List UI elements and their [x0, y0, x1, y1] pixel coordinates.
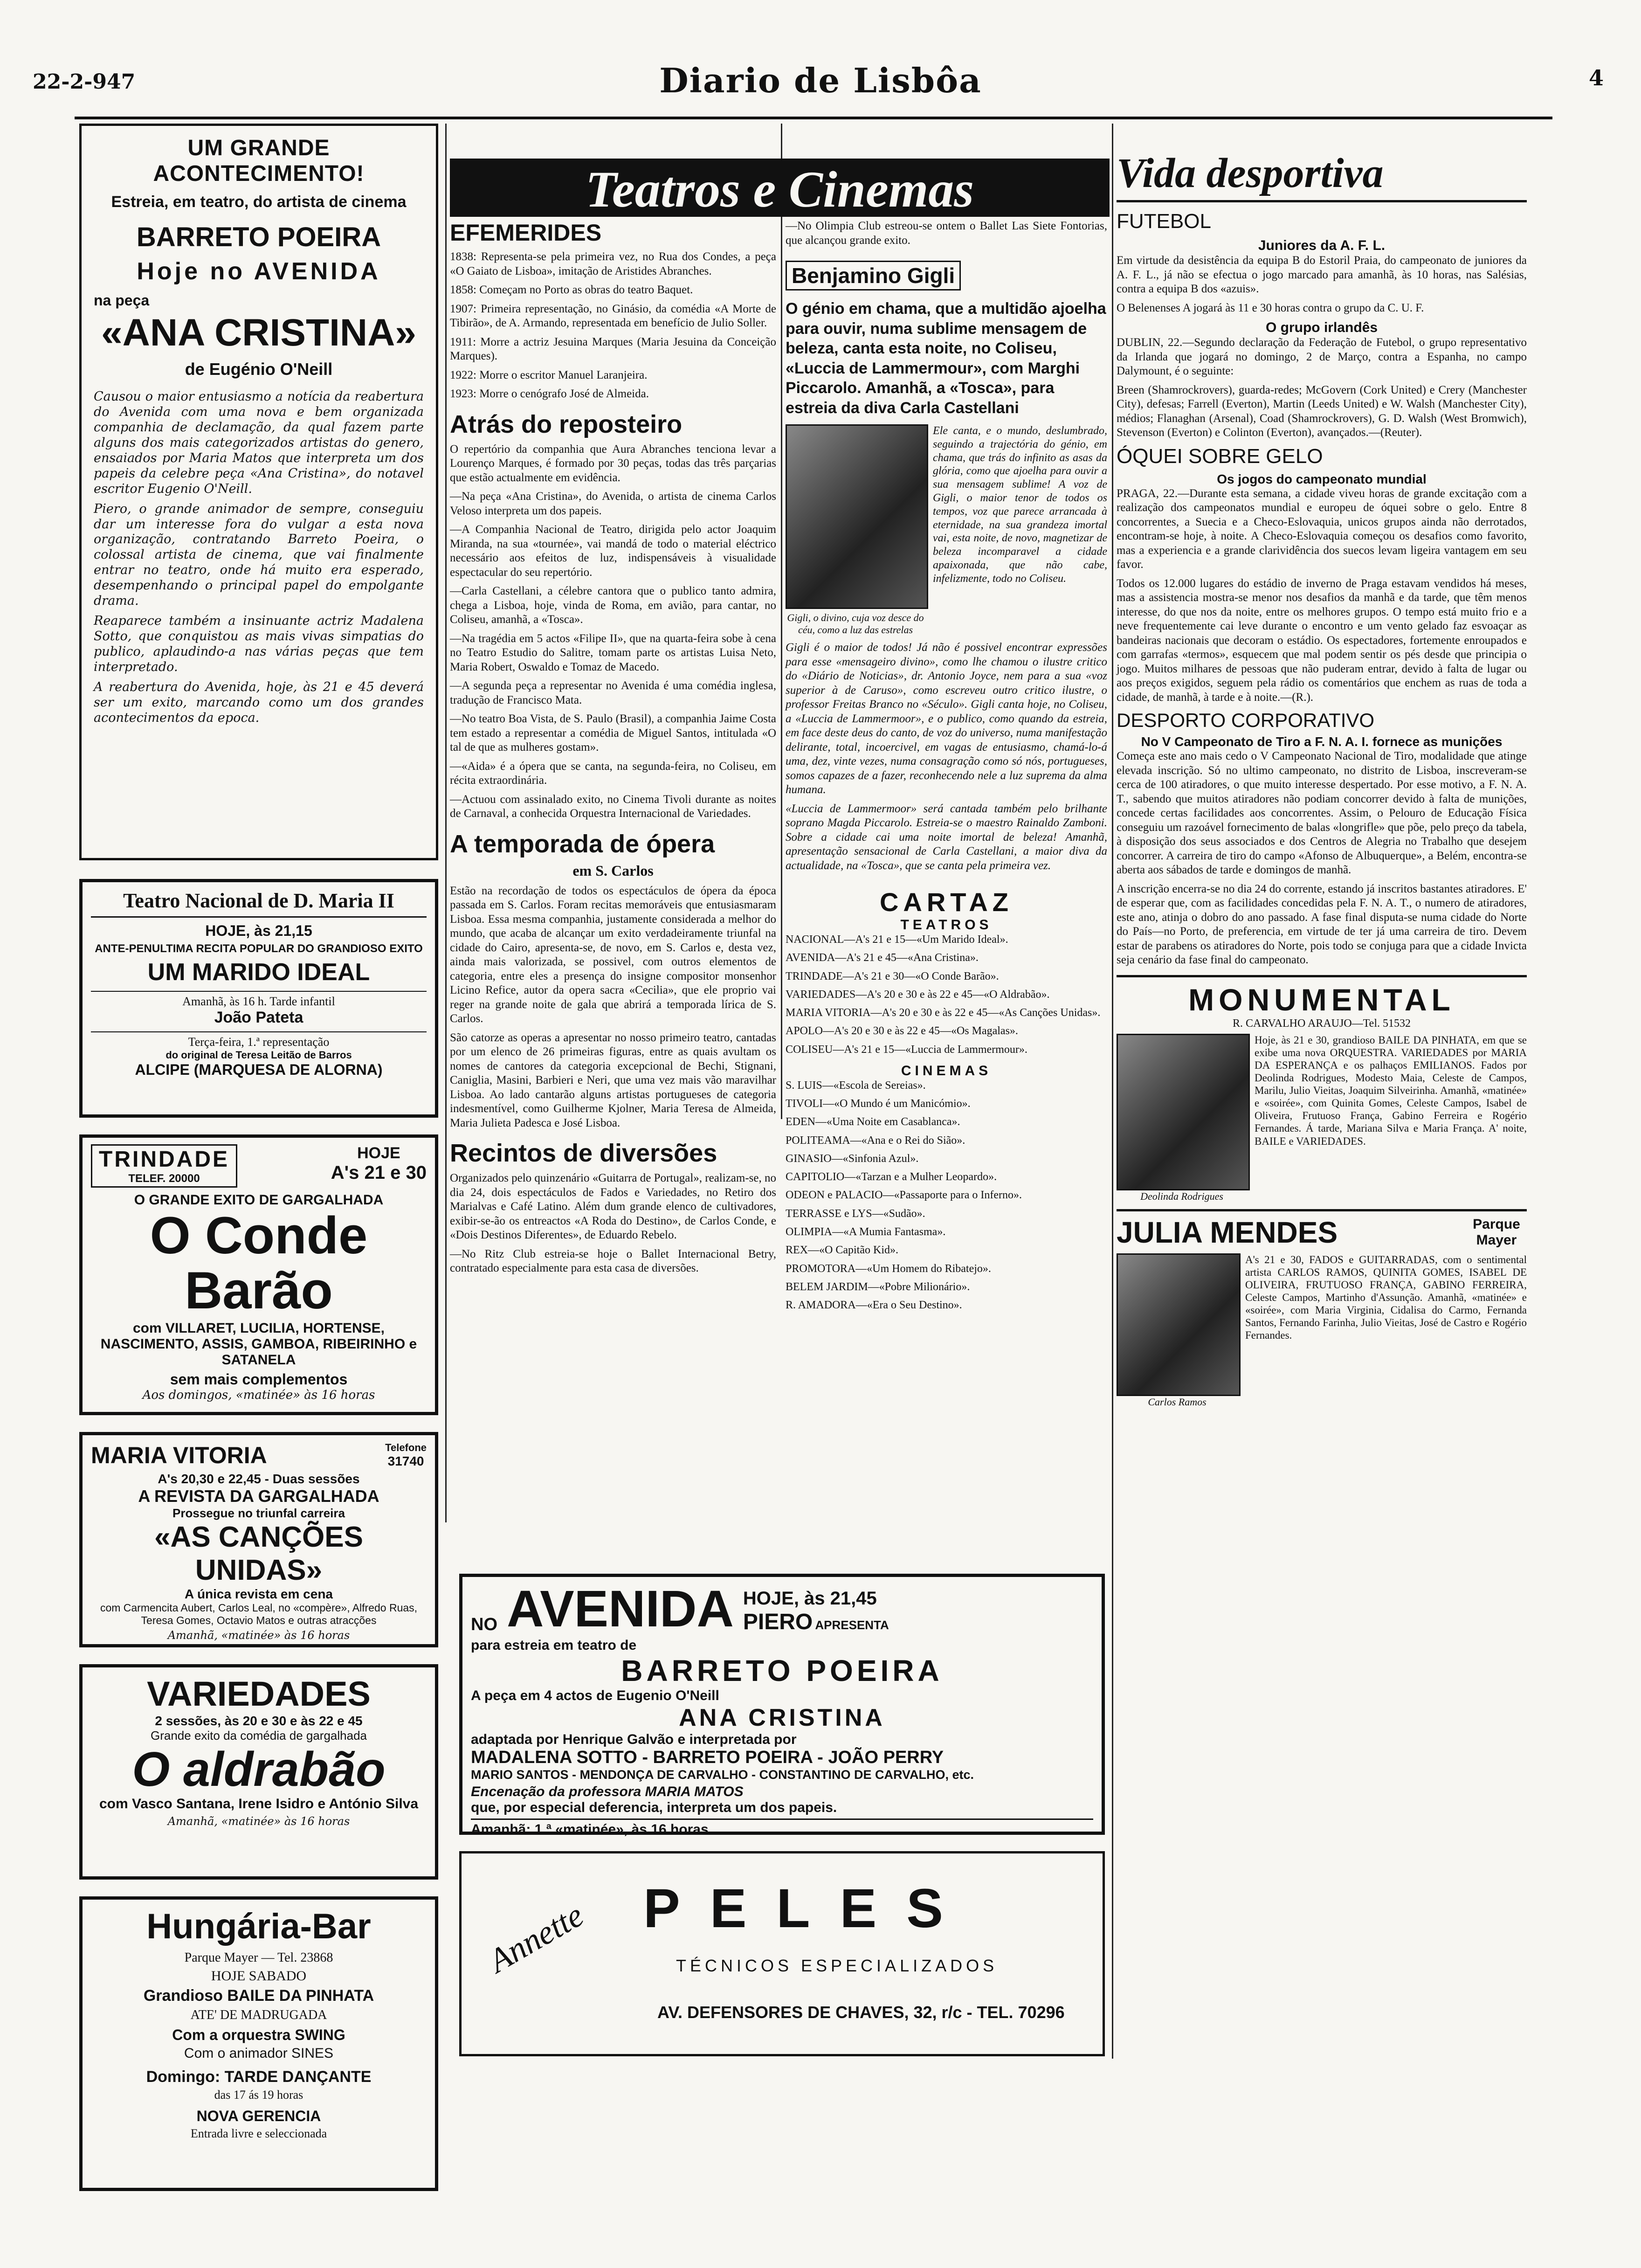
avenida-cast: MADALENA SOTTO - BARRETO POEIRA - JOÃO PERRY: [471, 1748, 944, 1767]
reposteiro-heading: Atrás do reposteiro: [450, 410, 683, 438]
irlandes-text: [1117, 336, 1527, 440]
trindade-tail: sem mais complementos: [170, 1371, 348, 1388]
mv-line: A's 20,30 e 22,45 - Duas sessões: [158, 1472, 360, 1486]
opera-text: [450, 884, 776, 1131]
hungaria-line: Com a orquestra SWING: [172, 2026, 345, 2043]
left-column: [79, 124, 438, 2191]
recintos-paragraph: Organizados pelo quinzenário «Guitarra de Portugal», realizam-se, no dia 24, dois espectáculos de Fados e Variedades, no Retiro dos Marialvas e Café Latino. Além dum grande elenco de cultivadores, exibir-se-ão os entreactos «A Roda do Destino», de Carlos Conde, e «Dois Destinos Diferentes», de Eduardo Rebelo.: [450, 1172, 776, 1241]
cartaz-teatro-item: MARIA VITORIA—A's 20 e 30 e às 22 e 45—«As Canções Unidas».: [786, 1007, 1101, 1019]
reposteiro-item: —«Aida» é a ópera que se canta, na segunda-feira, no Coliseu, em récita extraordinária.: [450, 760, 776, 787]
peles-line: TÉCNICOS ESPECIALIZADOS: [676, 1956, 998, 1975]
trindade-ad: [79, 1134, 438, 1415]
oquei-paragraph: Todos os 12.000 lugares do estádio de inverno de Praga estavam vendidos há meses, mas a assistencia mostra-se menor nos desafios da manhã e da tarde, que têm menos interesse, do que nos da noite, entre os melhores grupos. O tempo está muito frio e a neve frequentemente cai leve durante o encontro e um vento gelado faz esvoaçar as bandeiras nacionais que decoram o estádio. Os espectadores, fortemente enroupados e com garrafas «termos», esquecem que mal podem sentir os pés desde que principia o jogo. Muitos milhares de pessoas que não puderam entrar, devido à falta de lugar ou aos preços exigidos, seguem pela rádio os comentários que enchem as ruas de toda a cidade, de manhã, à tarde e à noite.—(R.).: [1117, 577, 1527, 704]
hungaria-line: das 17 ás 19 horas: [214, 2088, 303, 2102]
monumental-body: [1117, 1034, 1527, 1203]
opera-paragraph: Estão na recordação de todos os espectáculos de ópera da época passada em S. Carlos. Foram recitas memoráveis que entusiasmaram Lisboa. Essa mesma companhia, justamente considerada a melhor do mundo, que acaba de alcançar um exito verdadeiramente triunfal na cidade do Cairo, apresenta-se, de novo, em S. Carlos e, desta vez, ainda mais valorizada, se possivel, com outros elementos de categoria, entre eles a presença do insigne compositor monsenhor Licino Refice, autor da opera sacra «Cecilia», que ele proprio vai reger na grande noite de gala que abrirá a temporada lírica de S. Carlos.: [450, 884, 776, 1025]
cartaz-cinema-item: REX—«O Capitão Kid».: [786, 1244, 898, 1257]
ad-play-title: «ANA CRISTINA»: [101, 311, 416, 354]
ad-paragraph: A reabertura do Avenida, hoje, às 21 e 45 deverá ser um exito, marcando como um dos grandes acontecimentos da epoca.: [94, 679, 424, 725]
mv-line: A única revista em cena: [184, 1587, 333, 1601]
cartaz-cinema-item: CAPITOLIO—«Tarzan e a Mulher Leopardo».: [786, 1171, 997, 1183]
trindade-name: TRINDADE: [99, 1147, 229, 1172]
avenida-line: adaptada por Henrique Galvão e interpretada por: [471, 1732, 797, 1747]
monumental-photo-block: [1117, 1034, 1247, 1203]
avenida-times: [743, 1588, 889, 1635]
mv-phone-box: [385, 1442, 427, 1469]
mv-phone-label: Telefone: [385, 1442, 427, 1453]
middle-left-column: [450, 219, 776, 1280]
newspaper-title: Diario de Lisbôa: [659, 61, 982, 100]
trindade-hoje: HOJE: [357, 1144, 400, 1162]
monumental-caption: Deolinda Rodrigues: [1140, 1190, 1223, 1202]
julia-mendes-ad: [1117, 1209, 1527, 1408]
julia-header: [1117, 1215, 1527, 1250]
middle-right-column: [786, 219, 1107, 1317]
efemerides-list: [450, 250, 776, 401]
right-column: [1117, 149, 1527, 1408]
tiro-text: [1117, 749, 1527, 968]
nacional-ad: [79, 879, 438, 1118]
nacional-name: Teatro Nacional de D. Maria II: [91, 889, 427, 918]
hungaria-name: Hungária-Bar: [146, 1907, 371, 1946]
mv-header: [91, 1442, 427, 1469]
futebol-heading: FUTEBOL: [1117, 210, 1211, 233]
tiro-paragraph: Começa este ano mais cedo o V Campeonato Nacional de Tiro, modalidade que atinge elevada inscrição. Só no ultimo campeonato, no distrito de Lisboa, inscreveram-se cerca de 100 atiradores, o que muito interesse despertado. Por esse motivo, a F. N. A. T., sabendo que muitos atiradores não podiam concorrer devido à falta de munições, concede certas facilidades aos concorrentes. Assim, o Pelouro de Educação Física conseguiu um razoável fornecimento de balas «longrifle» que põe, pelo preço da tabela, à disposição dos seus associados e dos Centros de Alegria no Trabalho que desejem concorrer. A carreira de tiro do campo «Afonso de Albuquerque», a Belém, encontra-se aberta aos sábados de tarde e domingos de manhã.: [1117, 750, 1527, 876]
avenida-hoje: HOJE, às 21,45: [743, 1588, 877, 1609]
variedades-cast: com Vasco Santana, Irene Isidro e António Silva: [99, 1796, 419, 1812]
trindade-header: [91, 1144, 427, 1188]
column-divider: [781, 124, 782, 1119]
irlandes-paragraph: Breen (Shamrockrovers), guarda-redes; McGovern (Cork United) e Crery (Manchester City), defesas; Farrell (Everton), Martin (Leeds United) e W. Walsh (Manchester City), médios; Flanaghan (Arsenal), Coad (Shamrockrovers), G. D. Walsh (West Bromwich), Stevenson (Everton) e Colinton (Everton), avançados.—(Reuter).: [1117, 383, 1527, 439]
gigli-heading: Benjamino Gigli: [786, 261, 961, 290]
avenida-line: Encenação da professora MARIA MATOS: [471, 1784, 744, 1799]
cartaz-cinema-item: PROMOTORA—«Um Homem do Ribatejo».: [786, 1262, 991, 1275]
opera-heading: A temporada de ópera: [450, 830, 715, 858]
reposteiro-list: [450, 443, 776, 821]
mv-line: A REVISTA DA GARGALHADA: [138, 1487, 379, 1506]
gigli-body: [786, 641, 1107, 873]
juniores-paragraph: Em virtude da desistência da equipa B do Estoril Praia, do campeonato de juniores da A. F. L., já não se efectua o jogo marcado para amanhã, às 10 horas, nas Salésias, contra a equipa B dos «azuis».: [1117, 254, 1527, 295]
avenida-line: A peça em 4 actos de Eugenio O'Neill: [471, 1688, 719, 1703]
julia-photo: [1117, 1253, 1241, 1396]
nacional-line: do original de Teresa Leitão de Barros: [165, 1049, 352, 1061]
nacional-line: ALCIPE (MARQUESA DE ALORNA): [135, 1061, 383, 1078]
julia-caption: Carlos Ramos: [1148, 1396, 1207, 1408]
julia-photo-block: [1117, 1253, 1238, 1408]
hungaria-line: Grandioso BAILE DA PINHATA: [143, 1987, 374, 2005]
irlandes-paragraph: DUBLIN, 22.—Segundo declaração da Federação de Futebol, o grupo representativo da Irlanda que jogará no domingo, 2 de Março, contra a Espanha, no campo Dalymount, é o seguinte:: [1117, 336, 1527, 377]
avenida-line: para estreia em teatro de: [471, 1638, 637, 1653]
nacional-line: Amanhã, às 16 h. Tarde infantil: [91, 991, 427, 1009]
cartaz-heading: CARTAZ: [879, 887, 1014, 917]
ad-paragraph: Causou o maior entusiasmo a notícia da reabertura do Avenida com uma nova e bem organizada companhia de declamação, da qual fazem parte alguns dos mais categorizados artistas do genero, ensaiados por Maria Matos que interpreta um dos papeis da celebre peça «Ana Cristina», do notavel escritor Eugenio O'Neill.: [94, 389, 424, 496]
cartaz-cinema-item: OLIMPIA—«A Mumia Fantasma».: [786, 1225, 946, 1238]
sports-title: Vida desportiva: [1117, 149, 1527, 202]
avenida-cast: MARIO SANTOS - MENDONÇA DE CARVALHO - CONSTANTINO DE CARVALHO, etc.: [471, 1768, 974, 1782]
ad-subkicker: Estreia, em teatro, do artista de cinema: [111, 193, 407, 211]
juniores-heading: Juniores da A. F. L.: [1258, 238, 1386, 253]
peles-name: PELES: [643, 1878, 973, 1939]
cartaz-teatro-item: NACIONAL—A's 21 e 15—«Um Marido Ideal».: [786, 933, 1008, 946]
nacional-line: ANTE-PENULTIMA RECITA POPULAR DO GRANDIOSO EXITO: [95, 942, 423, 955]
reposteiro-item: —A segunda peça a representar no Avenida é uma comédia inglesa, tradução de Francisco Mata.: [450, 679, 776, 706]
mv-phone: 31740: [387, 1454, 424, 1468]
hungaria-line: NOVA GERENCIA: [196, 2108, 321, 2124]
monumental-photo: [1117, 1034, 1250, 1190]
page-date: 22-2-947: [33, 70, 136, 94]
opera-paragraph: São catorze as operas a apresentar no nosso primeiro teatro, cantadas por um elenco de 26 primeiras figuras, entre as quais avultam os nomes de cantores da categoria excepcional de Bechi, Stignani, Caniglia, Masini, Barbieri e Neri, que uma vez mais vão maravilhar Lisboa. Ao lado cantarão alguns artistas portugueses de categoria indesmentível, como Guilherme Kjolner, Maria Teresa de Almeida, Maria Julieta Padesca e José Lisboa.: [450, 1031, 776, 1129]
variedades-ad: [79, 1664, 438, 1880]
trindade-name-box: [91, 1144, 237, 1188]
hungaria-line: Com o animador SINES: [184, 2046, 334, 2061]
variedades-line: 2 sessões, às 20 e 30 e às 22 e 45: [155, 1714, 363, 1728]
gigli-photo-row: [786, 424, 1107, 636]
avenida-star: BARRETO POEIRA: [621, 1654, 943, 1687]
efemeride-item: 1838: Representa-se pela primeira vez, no Rua dos Condes, a peça «O Gaiato de Lisboa», imitação de Aristides Abranches.: [450, 250, 776, 277]
hungaria-line: HOJE SABADO: [211, 1968, 307, 1984]
cartaz-cinema-item: GINASIO—«Sinfonia Azul».: [786, 1152, 919, 1165]
cartaz-cinema-item: ODEON e PALACIO—«Passaporte para o Inferno».: [786, 1189, 1022, 1202]
teatros-heading: TEATROS: [900, 917, 993, 933]
oquei-heading: ÓQUEI SOBRE GELO: [1117, 444, 1323, 468]
nacional-line: HOJE, às 21,15: [205, 922, 312, 939]
ad-paragraph: Reaparece também a insinuante actriz Madalena Sotto, que conquistou as mais vivas simpatias do publico, aplaudindo-a nas várias peças que tem interpretado.: [94, 614, 424, 674]
column-divider: [1112, 124, 1113, 2059]
gigli-photo: [786, 424, 928, 609]
gigli-deck: O génio em chama, que a multidão ajoelha para ouvir, numa sublime mensagem de beleza, canta esta noite, no Coliseu, «Luccia de Lammermour», com Marghi Piccarolo. Amanhã, a «Tosca», para estreia da diva Carla Castellani: [786, 300, 1106, 417]
efemeride-item: 1858: Começam no Porto as obras do teatro Baquet.: [450, 284, 693, 296]
reposteiro-item: —A Companhia Nacional de Teatro, dirigida pelo actor Joaquim Miranda, na sua «tournée», vai mandá de todo o material eléctrico necessário aos efeitos de luz, indispensáveis à visualidade espectacular do seu repertório.: [450, 523, 776, 579]
cartaz-teatro-item: VARIEDADES—A's 20 e 30 e às 22 e 45—«O Aldrabão».: [786, 988, 1050, 1001]
avenida-tail: Amanhã: 1.ª «matinée», às 16 horas: [471, 1819, 1093, 1838]
trindade-phone: TELEF. 20000: [128, 1172, 200, 1185]
gigli-paragraph: Gigli é o maior de todos! Já não é possivel encontrar expressões para esse «mensageiro divino», como lhe chamou o ilustre critico do «Diário de Noticias», dr. Antonio Joyce, nem para a sua «voz superior à de Caruso», como escreveu outro critico ilustre, o professor Freitas Branco no «Século». Gigli canta hoje, no Coliseu, a «Luccia de Lammermoor», e o publico, como quando da estreia, em face deste deus do canto, de voz do universo, numa manifestação delirante, total, incoercivel, em vagas de entusiasmo, chamá-lo-á uma, dez, vinte vezes, numa consagração como só nós, portugueses, somos capazes de a fazer, reconhecendo nele a luz suprema da alma humana.: [786, 641, 1107, 796]
julia-text: A's 21 e 30, FADOS e GUITARRADAS, com o sentimental artista CARLOS RAMOS, QUINITA GOMES, ISABEL DE OLIVEIRA, FRUTUOSO FRANÇA, GABINO FERREIRA, Celeste Campos, Martinho d'Assunção. Amanhã, «matinée» e «soirée», com Maria Virginia, Cidalisa do Carmo, Fernanda Santos, Fernando Farinha, Julio Vieitas, José de Castro e Rogério Fernandes.: [1245, 1253, 1527, 1341]
oquei-text: [1117, 487, 1527, 705]
nacional-infantil: João Pateta: [214, 1009, 303, 1026]
hungaria-line: Entrada livre e seleccionada: [190, 2127, 327, 2140]
efemeride-item: 1922: Morre o escritor Manuel Laranjeira.: [450, 368, 648, 381]
tiro-heading: No V Campeonato de Tiro a F. N. A. I. fornece as munições: [1141, 734, 1503, 749]
hungaria-line: Parque Mayer — Tel. 23868: [184, 1950, 333, 1965]
reposteiro-item: —Carla Castellani, a célebre cantora que o publico tanto admira, chega a Lisboa, hoje, vinda de Roma, em avião, para cantar, no Coliseu, amanhã, a «Tosca».: [450, 585, 776, 626]
trindade-times: A's 21 e 30: [331, 1162, 427, 1183]
mv-cast: com Carmencita Aubert, Carlos Leal, no «compère», Alfredo Ruas, Teresa Gomes, Octavio Matos e outras atracções: [100, 1602, 418, 1626]
ad-paragraph: Piero, o grande animador de sempre, conseguiu dar um interesse fora do vulgar a esta nova organização, contratando Barreto Poeira, o colossal artista de cinema, que vai finalmente entrar no teatro, onde há muito era esperado, desempenhando o principal papel do empolgante drama.: [94, 501, 424, 608]
trindade-tag: O GRANDE EXITO DE GARGALHADA: [134, 1192, 384, 1208]
peles-signature: Annette: [482, 1896, 590, 1980]
julia-parque: Parque Mayer: [1473, 1216, 1520, 1248]
variedades-show: O aldrabão: [132, 1742, 386, 1797]
masthead-rule: [75, 117, 1552, 119]
maria-vitoria-ad: [79, 1432, 438, 1647]
trindade-sunday: Aos domingos, «matinée» às 16 horas: [142, 1388, 375, 1403]
cartaz-teatro-item: APOLO—A's 20 e 30 e às 22 e 45—«Os Magalas».: [786, 1025, 1018, 1037]
cartaz-cinema-item: POLITEAMA—«Ana e o Rei do Sião».: [786, 1134, 965, 1147]
trindade-show: O Conde Barão: [150, 1206, 368, 1320]
variedades-line: Grande exito da comédia de gargalhada: [151, 1729, 367, 1742]
mv-line: Prossegue no triunfal carreira: [172, 1506, 345, 1520]
avenida-ad: [459, 1574, 1105, 1835]
avenida-name: AVENIDA: [507, 1580, 734, 1638]
mv-tail: Amanhã, «matinée» às 16 horas: [167, 1629, 350, 1642]
irlandes-heading: O grupo irlandês: [1265, 320, 1378, 335]
efemeride-item: 1923: Morre o cenógrafo José de Almeida.: [450, 387, 649, 400]
trindade-cast: com VILLARET, LUCILIA, HORTENSE, NASCIMENTO, ASSIS, GAMBOA, RIBEIRINHO e SATANELA: [100, 1321, 417, 1368]
recintos-paragraph: —No Ritz Club estreia-se hoje o Ballet Internacional Betry, contratado especialmente para esta casa de diversões.: [450, 1247, 776, 1274]
hungaria-ad: [79, 1896, 438, 2191]
page-number: 4: [1588, 65, 1604, 90]
reposteiro-item: —No teatro Boa Vista, de S. Paulo (Brasil), a companhia Jaime Costa tem estado a representar a comédia de Miguel Santos, intitulada «O tal de que as mulheres gostam».: [450, 712, 776, 754]
efemeride-item: 1911: Morre a actriz Jesuina Marques (Maria Jesuina da Conceição Marques).: [450, 335, 776, 362]
cartaz-cinema-item: EDEN—«Uma Noite em Casablanca».: [786, 1116, 960, 1128]
corporativo-heading: DESPORTO CORPORATIVO: [1117, 709, 1375, 731]
cartaz-teatro-item: TRINDADE—A's 21 e 30—«O Conde Barão».: [786, 970, 999, 982]
cinemas-list: [786, 1079, 1107, 1312]
recintos-heading: Recintos de diversões: [450, 1139, 717, 1167]
cinemas-heading: CINEMAS: [901, 1063, 992, 1079]
ad-kicker: UM GRANDE ACONTECIMENTO!: [153, 136, 365, 186]
variedades-name: VARIEDADES: [147, 1674, 371, 1713]
gigli-intro: —No Olimpia Club estreou-se ontem o Ballet Las Siete Fontorias, que alcançou grande exito.: [786, 220, 1107, 247]
cartaz-cinema-item: R. AMADORA—«Era o Seu Destino».: [786, 1299, 962, 1312]
cartaz-teatro-item: COLISEU—A's 21 e 15—«Luccia de Lammermour».: [786, 1043, 1027, 1056]
cartaz-cinema-item: TERRASSE e LYS—«Sudão».: [786, 1207, 925, 1220]
trindade-times-box: [331, 1144, 427, 1183]
avenida-header: [471, 1580, 1093, 1638]
cartaz-teatro-item: AVENIDA—A's 21 e 45—«Ana Cristina».: [786, 952, 979, 964]
oquei-paragraph: PRAGA, 22.—Durante esta semana, a cidade viveu horas de grande excitação com a realização dos campeonatos mundial e europeu de óquei sobre o gelo. Entre 8 concorrentes, a Suecia e a Checo-Eslovaquia, unicos grupos ainda não derrotados, encontram-se hoje, à noite. A Checo-Eslovaquia começou os desafios como favorito, mas a experiencia e a grande clarividência dos suecos levam ligeira vantagem em seu favor.: [1117, 487, 1527, 571]
hungaria-line: Domingo: TARDE DANÇANTE: [146, 2068, 372, 2086]
gigli-caption: Gigli, o divino, cuja voz desce do céu, como a luz das estrelas: [787, 612, 924, 636]
reposteiro-item: —Na peça «Ana Cristina», do Avenida, o artista de cinema Carlos Veloso interpreta um dos papeis.: [450, 490, 776, 517]
avenida-line: que, por especial deferencia, interpreta um dos papeis.: [471, 1800, 837, 1815]
opera-subheading: em S. Carlos: [572, 862, 654, 879]
hungaria-line: ATE' DE MADRUGADA: [190, 2008, 327, 2022]
gigli-paragraph: «Luccia de Lammermoor» será cantada também pelo brilhante soprano Magda Piccarolo. Estreia-se o maestro Rainaldo Zamboni. Sobre a cidade cai uma noite imortal de beleza! Amanhã, apresentação sensacional de Carla Castellani, a maior diva da actualidade, na «Tosca», que se canta pela primeira vez.: [786, 802, 1107, 872]
nacional-line: Terça-feira, 1.ª representação: [91, 1031, 427, 1049]
julia-name: JULIA MENDES: [1117, 1215, 1338, 1249]
monumental-name: MONUMENTAL: [1188, 982, 1455, 1017]
mv-show: «AS CANÇÕES UNIDAS»: [154, 1521, 363, 1586]
juniores-text: [1117, 254, 1527, 315]
efemeride-item: 1907: Primeira representação, no Ginásio, da comédia «A Morte de Tibirão», de A. Armando, representada em benefício de Julio Soller.: [450, 302, 776, 329]
avenida-presenter: [743, 1609, 889, 1635]
oquei-subheading: Os jogos do campeonato mundial: [1217, 471, 1427, 486]
cartaz-cinema-item: S. LUIS—«Escola de Sereias».: [786, 1079, 926, 1092]
reposteiro-item: —Na tragédia em 5 actos «Filipe II», que na quarta-feira sobe à cena no Teatro Estudio do Salitre, tomam parte os artistas Luisa Neto, Maria Robert, Oswaldo e Tomaz de Macedo.: [450, 632, 776, 673]
mv-name: MARIA VITORIA: [91, 1442, 267, 1468]
juniores-paragraph: O Belenenses A jogará às 11 e 30 horas contra o grupo da C. U. F.: [1117, 301, 1424, 314]
ad-author: de Eugénio O'Neill: [185, 360, 333, 379]
efemerides-heading: EFEMERIDES: [450, 220, 602, 246]
gigli-quote: Ele canta, e o mundo, deslumbrado, seguindo a trajectória do génio, em chama, que trás do infinito as asas da glória, como que ajoelha para ouvir a sua mensagem sublime! A voz de Gigli, o maior tenor de todos os tempos, voz que parece arrancada à eternidade, na sua grandeza imortal vai, esta noite, de novo, magnetizar de beleza incomparavel a cidade apaixonada, que não cabe, infelizmente, todo no Coliseu.: [933, 425, 1107, 585]
avenida-piero: PIERO: [743, 1610, 813, 1634]
section-banner: Teatros e Cinemas: [450, 159, 1110, 217]
avenida-apresenta: APRESENTA: [815, 1618, 889, 1632]
ana-cristina-ad: [79, 124, 438, 860]
tiro-paragraph: A inscrição encerra-se no dia 24 do corrente, estando já inscritos bastantes atiradores. E' de esperar que, com as facilidades concedidas pela F. N. A. T., o numero de atiradores, este ano, atinja o dobro do ano passado. A fase final disputa-se numa cidade do Norte do País—no Porto, de preferencia, em virtude de ter já uma carreira de tiro. Devem estar de parabens os atiradores do Norte, pois todo se conjuga para que a cidade Invicta seja cenário da fase final do campeonato.: [1117, 882, 1527, 966]
column-divider: [445, 124, 447, 1522]
nacional-show: UM MARIDO IDEAL: [147, 959, 370, 986]
peles-address: AV. DEFENSORES DE CHAVES, 32, r/c - TEL. 70296: [657, 2003, 1065, 2022]
avenida-no: NO: [471, 1615, 497, 1634]
ad-today: Hoje no AVENIDA: [137, 258, 381, 285]
teatros-list: [786, 933, 1107, 1057]
cartaz-cinema-item: TIVOLI—«O Mundo é um Manicómio».: [786, 1098, 971, 1110]
julia-body: [1117, 1253, 1527, 1408]
reposteiro-item: —Actuou com assinalado exito, no Cinema Tivoli durante as noites de Carnaval, a conhecida Orquestra Internacional de Variedades.: [450, 793, 776, 820]
peles-ad: [459, 1851, 1105, 2056]
variedades-tail: Amanhã, «matinée» às 16 horas: [167, 1815, 350, 1828]
monumental-address: R. CARVALHO ARAUJO—Tel. 51532: [1233, 1017, 1411, 1030]
reposteiro-item: O repertório da companhia que Aura Abranches tenciona levar a Lourenço Marques, é formado por 30 peças, todas das três parçarias que estão actualmente em evidência.: [450, 443, 776, 484]
monumental-text: Hoje, às 21 e 30, grandioso BAILE DA PINHATA, em que se exibe uma nova ORQUESTRA. VARIEDADES por MARIA DA ESPERANÇA e os palhaços EMILIANOS. Fados por Deolinda Rodrigues, Modesto Maia, Celeste de Campos, Marilu, Julio Vieitas, Joaquim Silveirinha. Amanhã, «matinée» e «soirée», com Quinita Gomes, Celeste Campos, Isabel de Oliveira, Frutuoso França, Gabino Ferreira e Rogério Fernandes. Á tarde, Mariana Silva e Maria França. A' noite, BAILE e VARIEDADES.: [1255, 1034, 1527, 1147]
ad-star-name: BARRETO POEIRA: [136, 222, 381, 252]
cartaz-cinema-item: BELEM JARDIM—«Pobre Milionário».: [786, 1280, 970, 1293]
ad-body: [94, 389, 424, 726]
gigli-photo-block: [786, 424, 925, 636]
recintos-text: [450, 1171, 776, 1276]
avenida-play: ANA CRISTINA: [679, 1704, 885, 1731]
ad-in-play: na peça: [94, 292, 150, 309]
monumental-ad: [1117, 975, 1527, 1203]
